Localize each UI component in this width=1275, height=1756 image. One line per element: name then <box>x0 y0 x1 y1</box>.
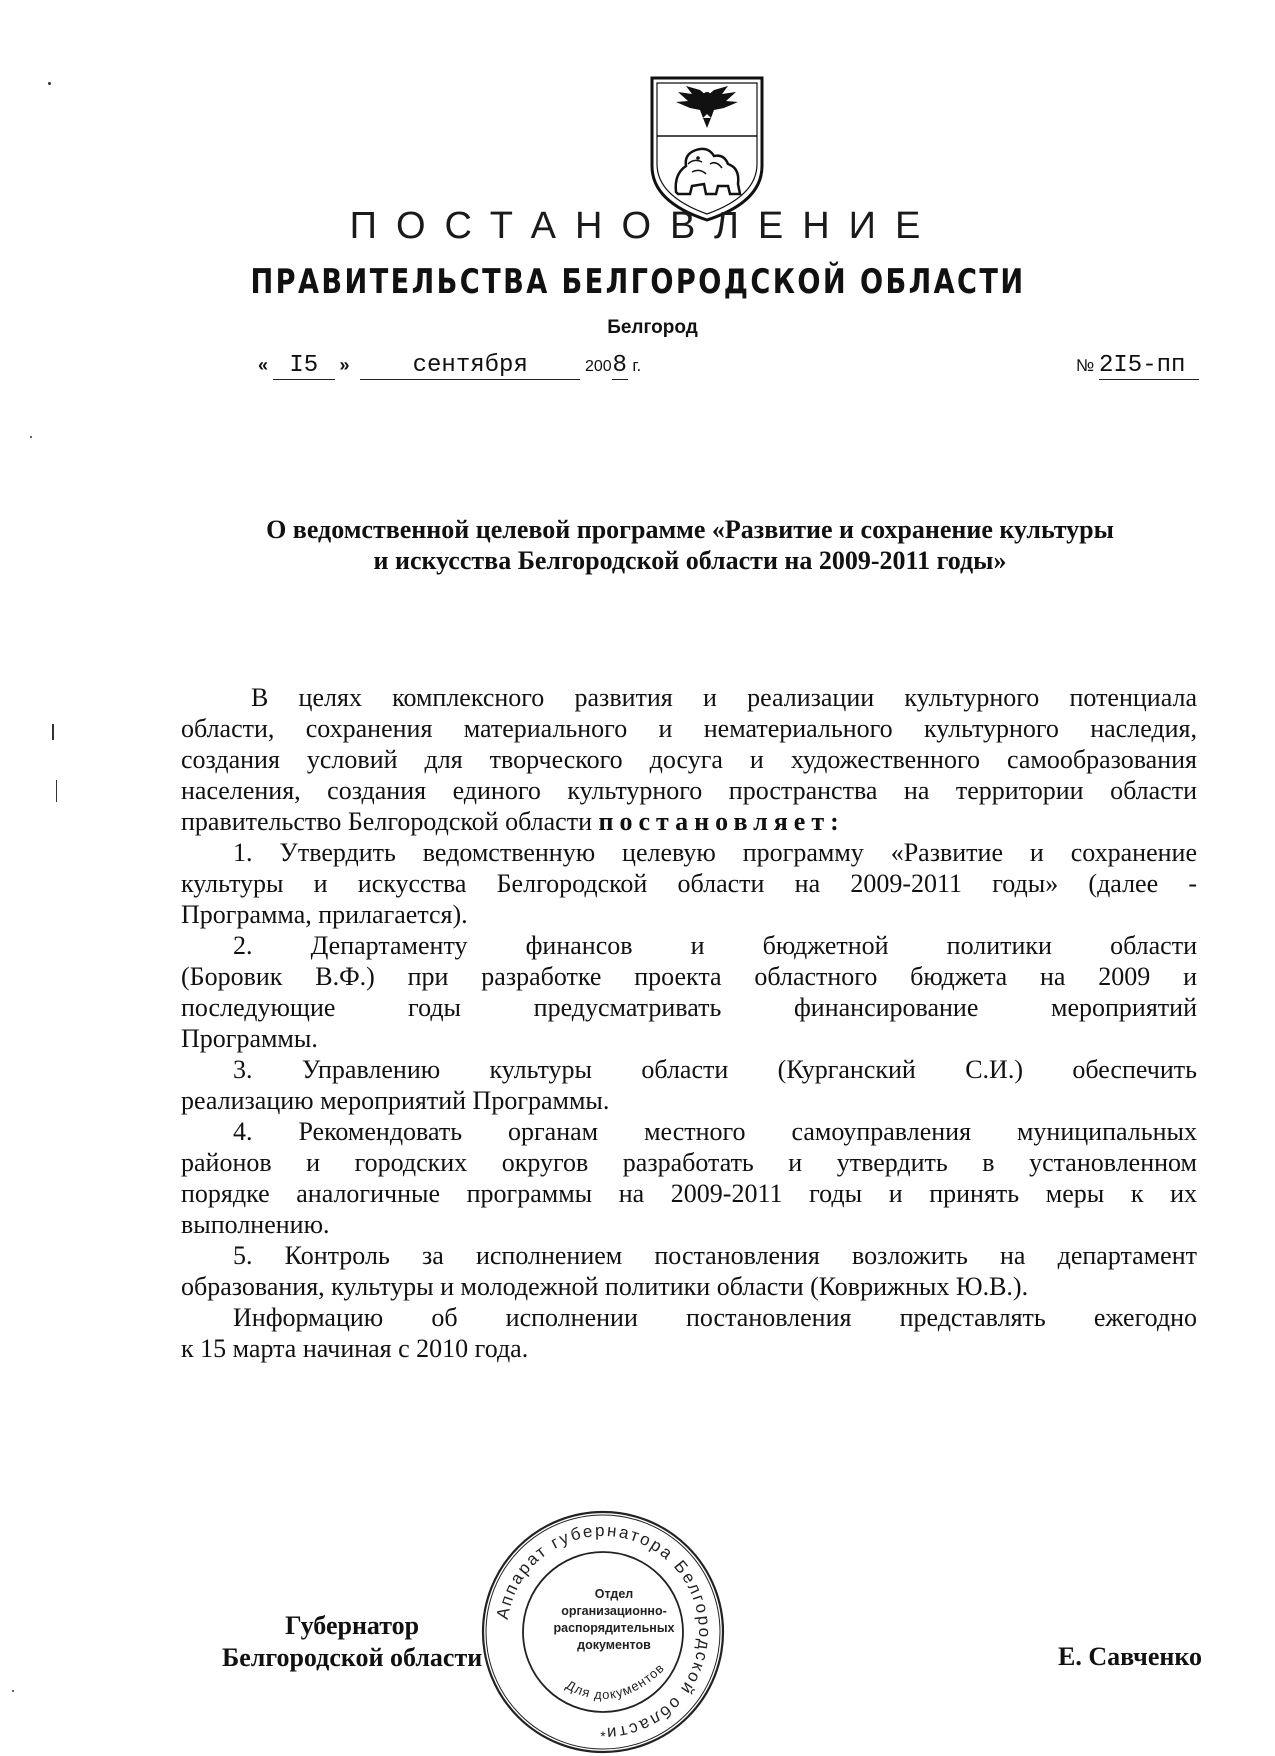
resolution-item-3 <box>181 1054 1197 1116</box>
issuing-authority-heading: ПРАВИТЕЛЬСТВА БЕЛГОРОДСКОЙ ОБЛАСТИ <box>250 262 1026 302</box>
date-year-suffix: г. <box>632 356 642 375</box>
seal-line: Отдел <box>594 1587 634 1601</box>
title-line-2: и искусства Белгородской области на 2009-2011 годы» <box>373 546 1007 575</box>
scan-speck <box>56 780 57 802</box>
item-line: 3. Управлению культуры области (Курганский С.И.) обеспечить <box>233 1055 1197 1084</box>
item-line: 1. Утвердить ведомственную целевую программу «Развитие и сохранение <box>233 838 1197 867</box>
seal-center-text <box>548 1586 680 1654</box>
intro-line: создания условий для творческого досуга и художественного самообразования <box>181 745 1197 774</box>
scan-speck <box>30 436 32 438</box>
scan-speck <box>12 1690 14 1692</box>
signatory-position <box>222 1610 482 1674</box>
intro-line: области, сохранения материального и нематериального культурного наследия, <box>181 714 1197 743</box>
item-line: к 15 марта начиная с 2010 года. <box>181 1334 529 1363</box>
document-title <box>190 514 1190 576</box>
intro-last-text: правительство Белгородской области <box>181 807 592 836</box>
document-number <box>1076 352 1199 380</box>
seal-ring-text: Аппарат губернатора Белгородской области <box>492 1520 715 1744</box>
resolution-item-2 <box>181 930 1197 1054</box>
document-type-heading: ПОСТАНОВЛЕНИЕ <box>349 205 940 247</box>
seal-star: * <box>600 1728 606 1744</box>
position-line-1: Губернатор <box>285 1611 420 1640</box>
item-line: 2. Департаменту финансов и бюджетной политики области <box>233 931 1197 960</box>
seal-line: распорядительных <box>553 1621 675 1635</box>
reporting-paragraph <box>181 1302 1197 1364</box>
item-line: образования, культуры и молодежной политики области (Коврижных Ю.В.). <box>181 1272 1029 1301</box>
resolution-item-5 <box>181 1240 1197 1302</box>
resolution-item-4 <box>181 1116 1197 1240</box>
date-year-prefix: 200 <box>584 358 612 375</box>
number-label: № <box>1076 356 1095 375</box>
resolves-word: постановляет: <box>598 807 845 836</box>
item-line: выполнению. <box>181 1210 330 1239</box>
date-month: сентября <box>360 352 580 380</box>
item-line: районов и городских округов разработать и утвердить в установленном <box>181 1148 1197 1177</box>
item-line: Информацию об исполнении постановления представлять ежегодно <box>233 1303 1197 1332</box>
city-label: Белгород <box>607 317 698 338</box>
seal-line: документов <box>577 1638 651 1652</box>
item-line: последующие годы предусматривать финансирование мероприятий <box>181 993 1197 1022</box>
title-line-1: О ведомственной целевой программе «Развитие и сохранение культуры <box>266 515 1114 544</box>
document-body <box>181 682 1197 1364</box>
item-line: 5. Контроль за исполнением постановления возложить на департамент <box>233 1241 1197 1270</box>
date-day: I5 <box>273 352 335 380</box>
item-line: Программы. <box>181 1024 318 1053</box>
scan-speck <box>52 724 54 740</box>
date-open-quote: « <box>258 355 269 375</box>
position-line-2: Белгородской области <box>222 1643 483 1672</box>
number-value: 2I5-пп <box>1099 352 1199 380</box>
item-line: Программа, прилагается). <box>181 900 468 929</box>
document-date <box>258 352 641 380</box>
intro-paragraph <box>181 682 1197 837</box>
scan-speck <box>48 82 51 85</box>
coat-of-arms-icon <box>648 74 766 224</box>
item-line: культуры и искусства Белгородской области на 2009-2011 годы» (далее - <box>181 869 1197 898</box>
intro-line: В целях комплексного развития и реализации культурного потенциала <box>251 683 1197 712</box>
date-close-quote: » <box>339 355 350 375</box>
seal-line: организационно- <box>561 1604 667 1618</box>
seal-bottom-text: Для документов <box>563 1659 668 1703</box>
signatory-name: Е. Савченко <box>1058 1642 1202 1671</box>
item-line: реализацию мероприятий Программы. <box>181 1086 610 1115</box>
item-line: порядке аналогичные программы на 2009-2011 годы и принять меры к их <box>181 1179 1197 1208</box>
resolution-item-1 <box>181 837 1197 930</box>
intro-line: населения, создания единого культурного пространства на территории области <box>181 776 1197 805</box>
intro-line <box>181 806 1197 837</box>
date-year-digit: 8 <box>612 352 627 379</box>
item-line: (Боровик В.Ф.) при разработке проекта областного бюджета на 2009 и <box>181 962 1197 991</box>
item-line: 4. Рекомендовать органам местного самоуправления муниципальных <box>233 1117 1197 1146</box>
